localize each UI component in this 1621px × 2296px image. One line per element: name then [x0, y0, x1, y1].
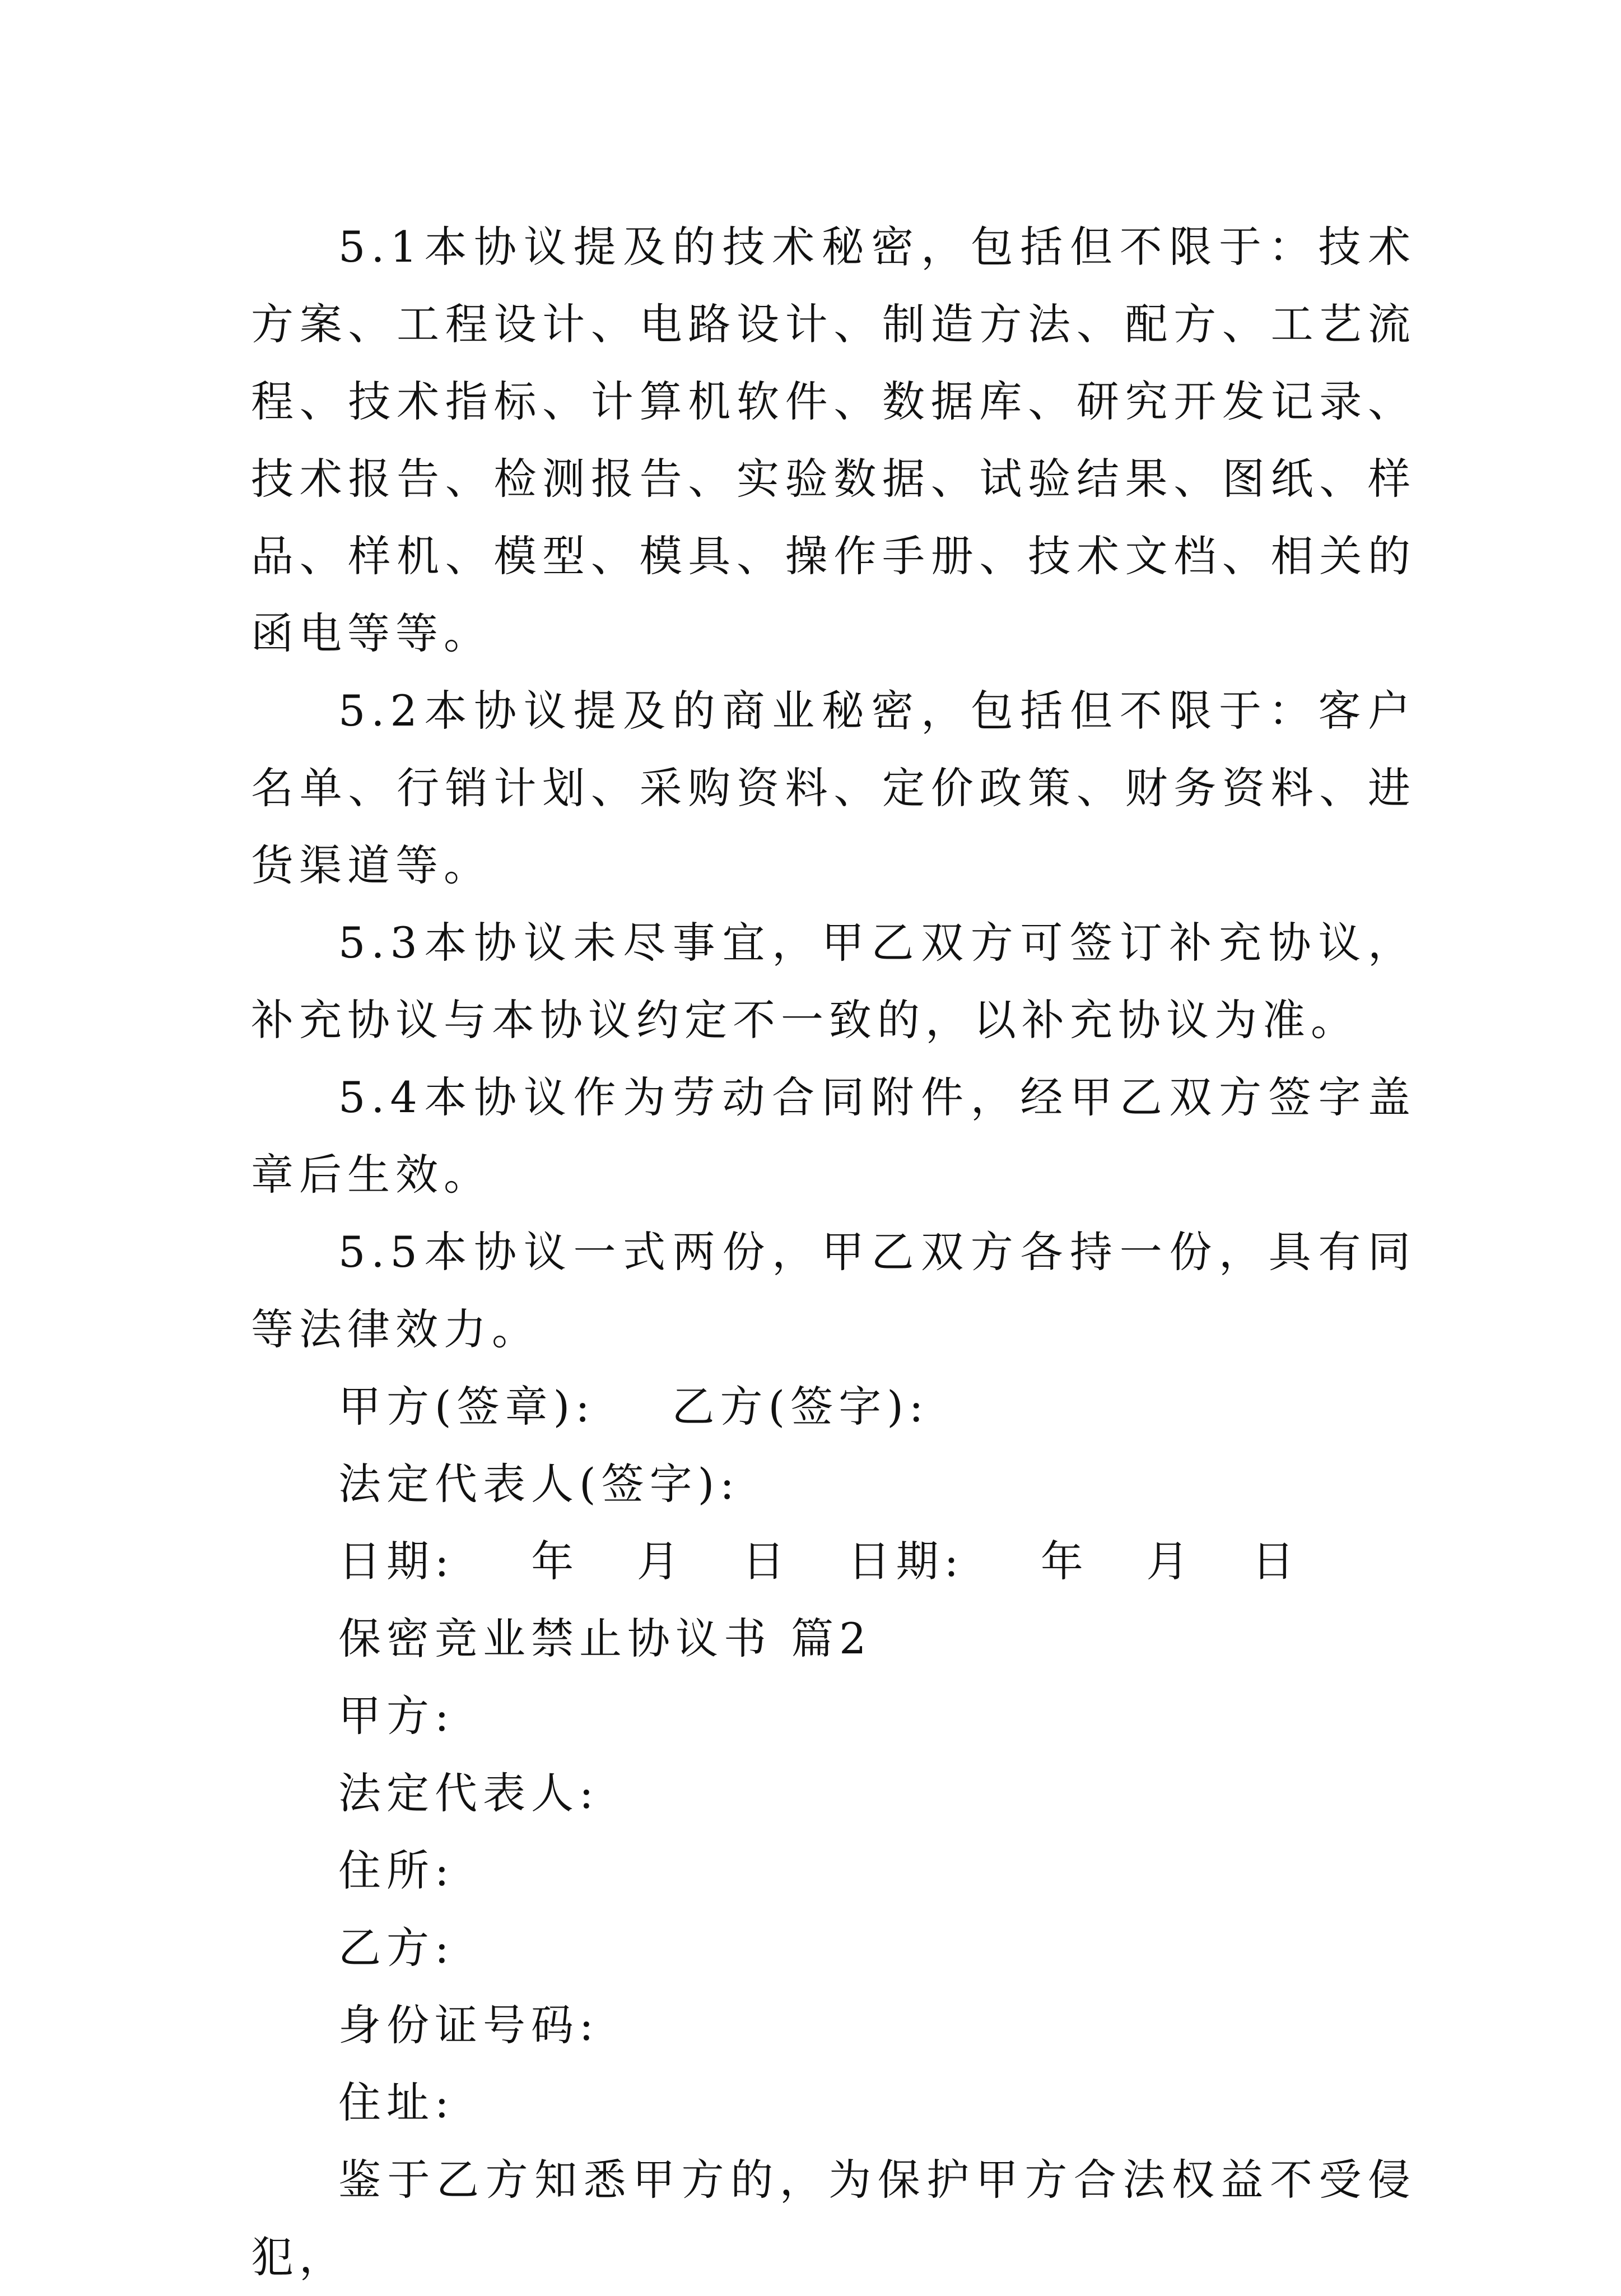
party-field-representative: 法定代表人: — [338, 1768, 599, 1818]
party-field-id-number: 身份证号码: — [338, 2000, 599, 2050]
party-field-residence: 住所: — [338, 1846, 455, 1895]
signature-date-line: 日期: 年 月 日 日期: 年 月 日 — [338, 1536, 1300, 1586]
signature-parties-line: 甲方(签章): 乙方(签字): — [338, 1382, 929, 1431]
clause-5-1: 5.1本协议提及的技术秘密，包括但不限于：技术方案、工程设计、电路设计、制造方法、配方、工艺流程、技术指标、计算机软件、数据库、研究开发记录、技术报告、检测报告、实验数据、试验结果、图纸、样品、样机、模型、模具、操作手册、技术文档、相关的函电等等。 — [251, 222, 1416, 658]
section-title: 保密竞业禁止协议书 篇2 — [338, 1614, 872, 1663]
party-field-b: 乙方: — [338, 1923, 455, 1973]
clause-5-2: 5.2本协议提及的商业秘密，包括但不限于：客户名单、行销计划、采购资料、定价政策、财务资料、进货渠道等。 — [251, 686, 1416, 890]
closing-paragraph: 鉴于乙方知悉甲方的，为保护甲方合法权益不受侵犯， — [251, 2155, 1416, 2282]
clause-5-5: 5.5本协议一式两份，甲乙双方各持一份，具有同等法律效力。 — [251, 1227, 1416, 1354]
clause-5-4: 5.4本协议作为劳动合同附件，经甲乙双方签字盖章后生效。 — [251, 1072, 1416, 1200]
signature-representative-line: 法定代表人(签字): — [338, 1459, 740, 1509]
document-body — [251, 208, 1416, 2296]
clause-5-3: 5.3本协议未尽事宜，甲乙双方可签订补充协议，补充协议与本协议约定不一致的，以补充协议为准。 — [251, 918, 1416, 1045]
party-field-address: 住址: — [338, 2077, 455, 2127]
party-field-a: 甲方: — [338, 1691, 455, 1741]
